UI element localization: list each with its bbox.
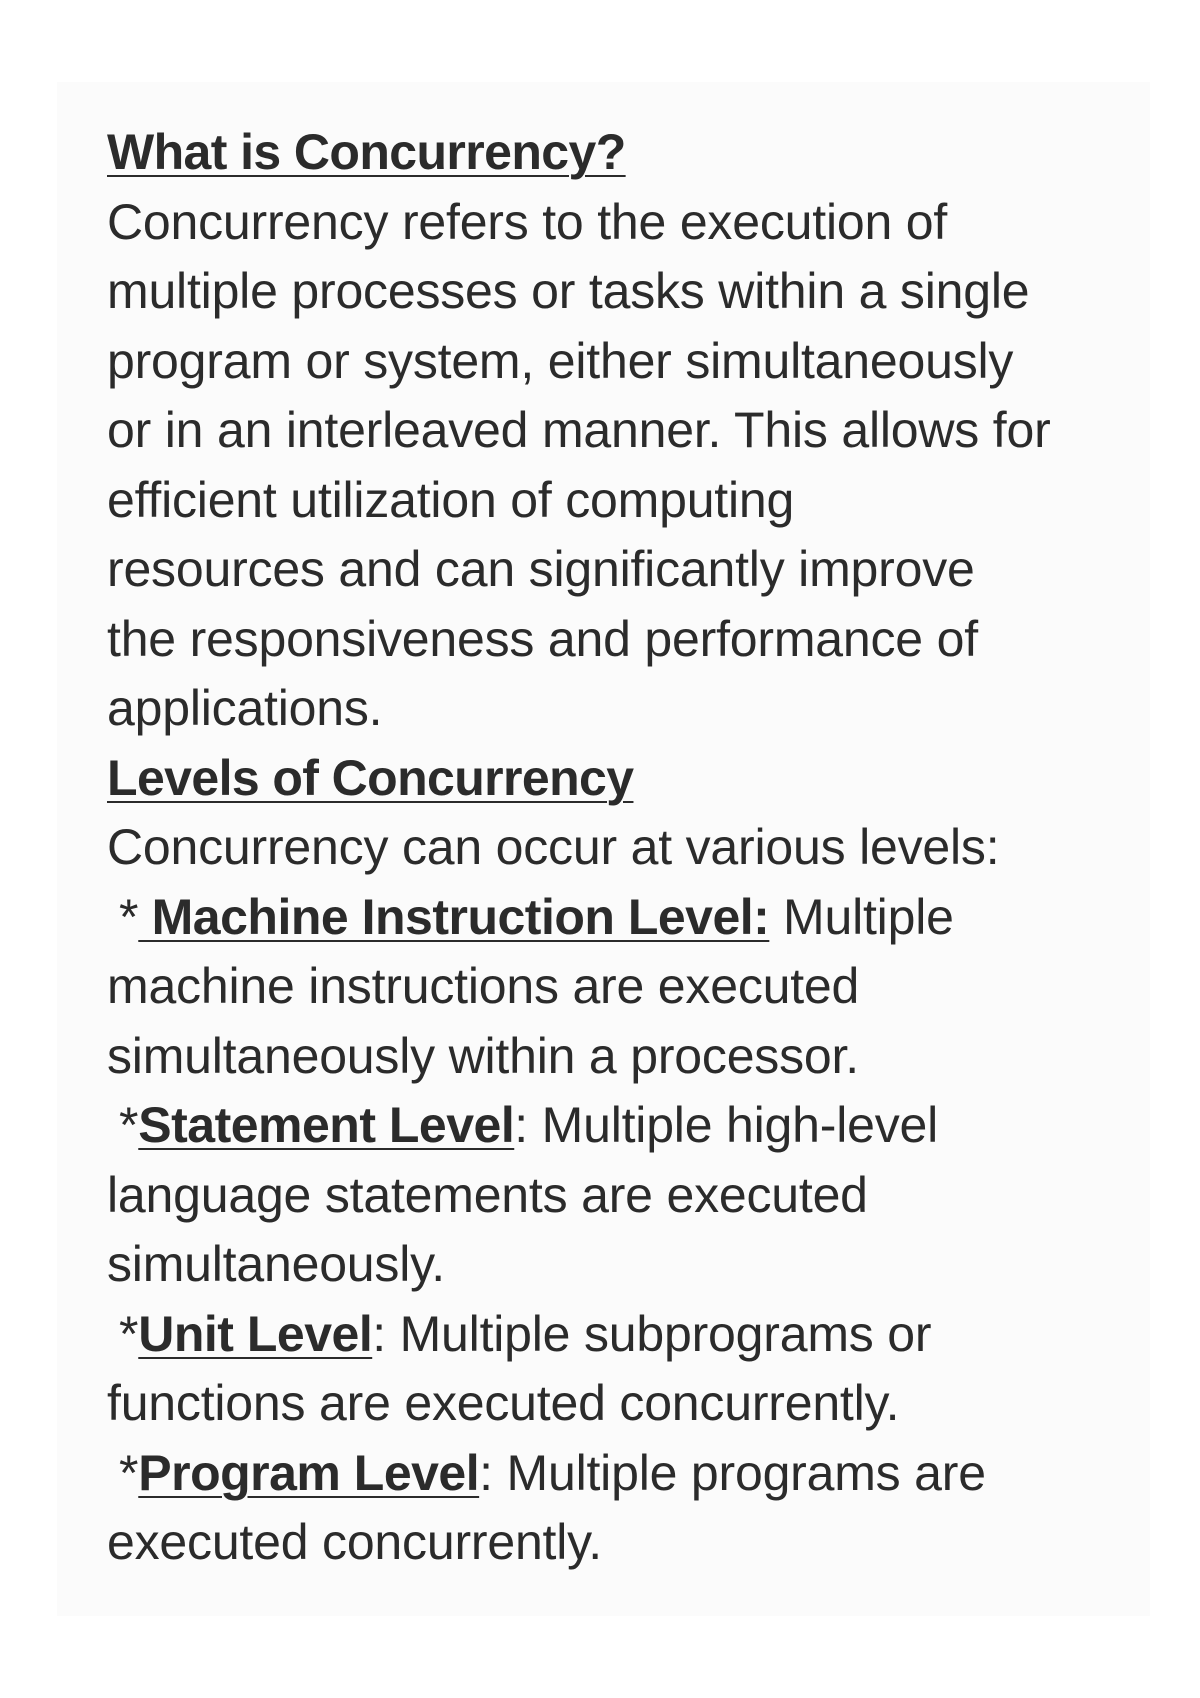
item-continuation: functions are executed concurrently. <box>107 1375 900 1431</box>
item-continuation: language statements are executed <box>107 1166 868 1223</box>
heading-text: What is Concurrency? <box>107 124 626 180</box>
heading-text: Levels of Concurrency <box>107 749 634 806</box>
item-description: : Multiple programs are <box>479 1444 986 1501</box>
bullet-marker: * <box>119 1305 139 1362</box>
item-description: Multiple <box>769 888 954 945</box>
term-unit-level: Unit Level <box>138 1305 373 1362</box>
levels-intro: Concurrency can occur at various levels: <box>107 819 1000 875</box>
paragraph-line: applications. <box>107 680 383 736</box>
section-heading-levels <box>107 744 1150 814</box>
paragraph-line: Concurrency refers to the execution of <box>107 193 948 250</box>
term-machine-instruction-level: Machine Instruction Level: <box>138 888 770 945</box>
list-item-machine-instruction <box>107 883 1150 953</box>
item-continuation: simultaneously within a processor. <box>107 1027 859 1084</box>
paragraph-line: the responsiveness and performance of <box>107 610 978 667</box>
item-continuation: simultaneously. <box>107 1236 445 1292</box>
list-item-unit <box>107 1300 1150 1370</box>
item-description: : Multiple subprograms or <box>372 1305 932 1362</box>
term-program-level: Program Level <box>138 1444 480 1501</box>
document-content <box>107 118 1150 1578</box>
item-continuation: machine instructions are executed <box>107 958 860 1014</box>
section-heading-concurrency <box>107 118 1150 188</box>
item-continuation: executed concurrently. <box>107 1514 602 1570</box>
document-card <box>57 82 1150 1616</box>
bullet-marker: * <box>119 1444 139 1501</box>
item-description: : Multiple high-level <box>514 1097 939 1153</box>
list-item-statement <box>107 1091 1150 1161</box>
paragraph-line: program or system, either simultaneously <box>107 332 1014 389</box>
paragraph-line: or in an interleaved manner. This allows for <box>107 402 1051 458</box>
bullet-marker: * <box>119 888 139 945</box>
paragraph-line: resources and can significantly improve <box>107 541 975 597</box>
paragraph-line: efficient utilization of computing <box>107 471 795 528</box>
paragraph-line: multiple processes or tasks within a single <box>107 263 1030 319</box>
bullet-marker: * <box>119 1097 139 1153</box>
term-statement-level: Statement Level <box>138 1097 515 1153</box>
list-item-program <box>107 1439 1150 1509</box>
